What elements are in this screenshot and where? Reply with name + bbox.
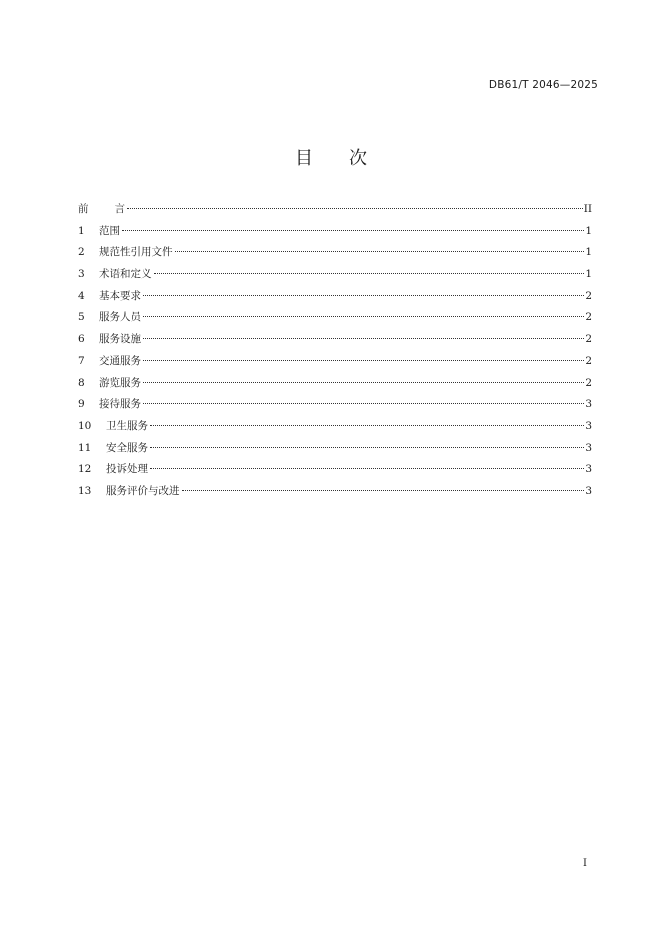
toc-entry-1[interactable] (78, 221, 592, 243)
toc-entry-10[interactable] (78, 416, 592, 438)
toc-entry-label: 前 言 (78, 203, 125, 215)
title-char-2: 次 (349, 148, 367, 169)
toc-entry-page: 1 (585, 224, 592, 237)
toc-entry-number: 12 (78, 463, 92, 476)
toc-dot-leader (143, 403, 584, 404)
toc-entry-page: 3 (585, 441, 592, 454)
toc-entry-label: 卫生服务 (106, 419, 148, 432)
toc-dot-leader (143, 382, 584, 383)
toc-dot-leader (143, 338, 584, 339)
toc-entry-label: 服务评价与改进 (106, 484, 180, 497)
page-title (0, 144, 662, 170)
toc-entry-number: 2 (78, 246, 85, 259)
toc-entry-number: 4 (78, 289, 85, 302)
toc-dot-leader (127, 208, 583, 209)
toc-entry-number: 5 (78, 311, 85, 324)
toc-entry-6[interactable] (78, 329, 592, 351)
toc-entry-13[interactable] (78, 481, 592, 503)
toc-entry-9[interactable] (78, 394, 592, 416)
toc-entry-page: 3 (585, 484, 592, 497)
toc-entry-label: 接待服务 (99, 398, 141, 411)
toc-entry-number: 9 (78, 398, 85, 411)
toc-entry-page: 2 (585, 333, 592, 346)
toc-entry-label: 游览服务 (99, 376, 141, 389)
toc-entry-number: 13 (78, 484, 92, 497)
toc-entry-7[interactable] (78, 351, 592, 373)
toc-entry-4[interactable] (78, 286, 592, 308)
toc-dot-leader (175, 251, 585, 252)
toc-entry-page: 1 (585, 246, 592, 259)
toc-entry-page: II (583, 203, 592, 215)
toc-entry-number: 3 (78, 268, 85, 281)
toc-dot-leader (143, 360, 584, 361)
toc-dot-leader (150, 468, 584, 469)
toc-entry-page: 2 (585, 289, 592, 302)
toc-dot-leader (150, 425, 584, 426)
toc-entry-number: 10 (78, 419, 92, 432)
toc-entry-5[interactable] (78, 307, 592, 329)
toc-entry-11[interactable] (78, 438, 592, 460)
toc-dot-leader (143, 295, 584, 296)
toc-entry-page: 1 (585, 268, 592, 281)
toc-entry-number: 7 (78, 354, 85, 367)
toc-dot-leader (150, 447, 584, 448)
toc-entry-label: 安全服务 (106, 441, 148, 454)
toc-dot-leader (122, 230, 584, 231)
toc-entry-label: 基本要求 (99, 289, 141, 302)
toc-entry-label: 投诉处理 (106, 463, 148, 476)
toc-entry-2[interactable] (78, 242, 592, 264)
toc-entry-number: 1 (78, 224, 85, 237)
toc-entry-number: 6 (78, 333, 85, 346)
toc-entry-page: 2 (585, 376, 592, 389)
toc-entry-page: 3 (585, 463, 592, 476)
toc-dot-leader (154, 273, 585, 274)
toc-entry-12[interactable] (78, 459, 592, 481)
toc-entry-3[interactable] (78, 264, 592, 286)
toc-dot-leader (182, 490, 585, 491)
toc-entry-label: 交通服务 (99, 354, 141, 367)
toc-entry-number: 8 (78, 376, 85, 389)
document-code: DB61/T 2046—2025 (488, 79, 598, 91)
toc-entry-page: 3 (585, 398, 592, 411)
toc-entry-page: 3 (585, 419, 592, 432)
toc-entry-label: 术语和定义 (99, 268, 152, 281)
toc-entry-number: 11 (78, 441, 92, 454)
toc-entry-page: 2 (585, 354, 592, 367)
toc-entry-label: 服务设施 (99, 333, 141, 346)
toc-dot-leader (143, 316, 584, 317)
page-number: I (583, 858, 587, 869)
title-char-1: 目 (295, 148, 313, 169)
toc-entry-label: 范围 (99, 224, 120, 237)
toc-entry-8[interactable] (78, 373, 592, 395)
toc-entry-page: 2 (585, 311, 592, 324)
toc-entry-foreword[interactable] (78, 199, 592, 221)
toc-entry-label: 服务人员 (99, 311, 141, 324)
table-of-contents (78, 199, 592, 503)
toc-entry-label: 规范性引用文件 (99, 246, 173, 259)
